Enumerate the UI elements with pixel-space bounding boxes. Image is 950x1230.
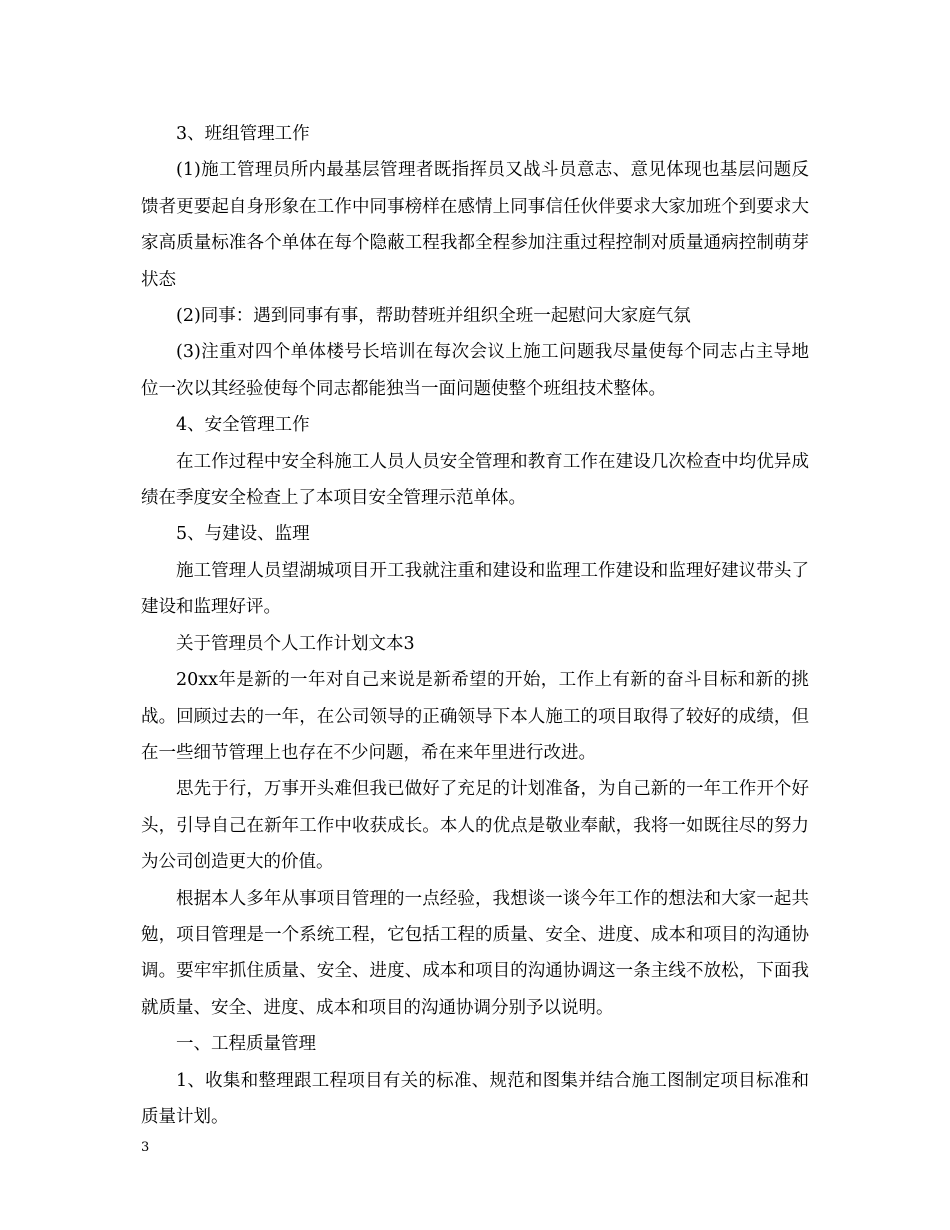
document-body — [141, 116, 809, 1135]
section-heading-construction-supervision: 5、与建设、监理 — [176, 524, 310, 545]
page-number: 3 — [141, 1140, 150, 1155]
paragraph-planning: 思先于行，万事开头难但我已做好了充足的计划准备，为自己新的一年工作开个好头，引导自己在新年工作中收获成长。本人的优点是敬业奉献，我将一如既往尽的努力为公司创造更大的价值。 — [141, 779, 809, 873]
document-section-title: 关于管理员个人工作计划文本3 — [176, 633, 415, 654]
paragraph-construction-supervision: 施工管理人员望湖城项目开工我就注重和建设和监理工作建设和监理好建议带头了建设和监理好评。 — [141, 560, 809, 618]
paragraph-project-management: 根据本人多年从事项目管理的一点经验，我想谈一谈今年工作的想法和大家一起共勉，项目管理是一个系统工程，它包括工程的质量、安全、进度、成本和项目的沟通协调。要牢牢抓住质量、安全、进度、成本和项目的沟通协调这一条主线不放松，下面我就质量、安全、进度、成本和项目的沟通协调分别予以说明。 — [141, 888, 809, 1018]
paragraph-new-year: 20xx年是新的一年对自己来说是新希望的开始，工作上有新的奋斗目标和新的挑战。回顾过去的一年，在公司领导的正确领导下本人施工的项目取得了较好的成绩，但在一些细节管理上也存在不少问题，希在来年里进行改进。 — [141, 670, 809, 763]
section-heading-team-management: 3、班组管理工作 — [176, 124, 310, 144]
paragraph-item-1: (1)施工管理员所内最基层管理者既指挥员又战斗员意志、意见体现也基层问题反馈者更要起自身形象在工作中同事榜样在感情上同事信任伙伴要求大家加班个到要求大家高质量标准各个单体在每个隐蔽工程我都全程参加注重过程控制对质量通病控制萌芽状态 — [141, 160, 809, 290]
paragraph-safety: 在工作过程中安全科施工人员人员安全管理和教育工作在建设几次检查中均优异成绩在季度安全检查上了本项目安全管理示范单体。 — [141, 451, 809, 509]
paragraph-item-2: (2)同事：遇到同事有事，帮助替班并组织全班一起慰问大家庭气氛 — [176, 306, 691, 327]
paragraph-item-3: (3)注重对四个单体楼号长培训在每次会议上施工问题我尽量使每个同志占主导地位一次以其经验使每个同志都能独当一面问题使整个班组技术整体。 — [141, 342, 809, 399]
section-heading-quality-management: 一、工程质量管理 — [176, 1034, 316, 1055]
paragraph-quality-standards: 1、收集和整理跟工程项目有关的标准、规范和图集并结合施工图制定项目标准和质量计划。 — [141, 1070, 809, 1127]
section-heading-safety-management: 4、安全管理工作 — [176, 415, 310, 436]
